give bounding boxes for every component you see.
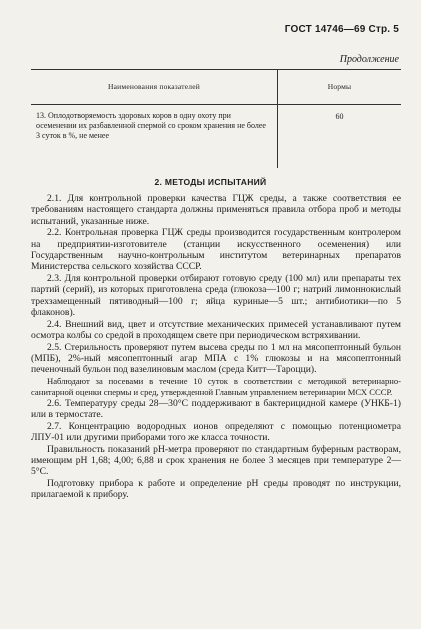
table-header-norms: Нормы [327,82,352,91]
norms-table [31,69,401,168]
table-header-divider [31,104,401,105]
paragraph-ph-check: Правильность показаний рН-метра проверяют по стандартным буферным растворам, имеющим рН 1,68; 4,00; 6,88 и срок хранения не более 3 месяцев при температуре 2—5°С. [31,443,401,478]
page-header: ГОСТ 14746—69 Стр. 5 [284,24,399,35]
table-row-norm-value: 60 [335,112,344,121]
paragraph-2-4: 2.4. Внешний вид, цвет и отсутствие механических примесей устанавливают путем осмотра колбы со средой в проходящем свете при периодическом встряхивании. [31,318,401,342]
paragraph-2-1: 2.1. Для контрольной проверки качества ГЦЖ среды, а также соответствия ее требованиям настоящего стандарта должны применяться правила отбора проб и методы испытаний, указанные ниже. [31,193,401,227]
paragraph-ph-prep: Подготовку прибора к работе и определение рН среды проводят по инструкции, прилагаемой к прибору. [31,478,401,501]
paragraph-2-6: 2.6. Температуру среды 28—30°С поддерживают в бактерицидной камере (УНКБ-1) или в термостате. [31,397,401,420]
section-title: 2. МЕТОДЫ ИСПЫТАНИЙ [154,177,267,187]
table-row-indicator: 13. Оплодотворяемость здоровых коров в одну охоту при осеменении их разбавленной спермой со сроком хранения не более 3 суток в %, не менее [36,111,266,140]
table-header-indicators: Наименования показателей [108,82,200,91]
section-body [31,193,401,501]
paragraph-2-3: 2.3. Для контрольной проверки отбирают готовую среду (100 мл) или препараты тех партий (серий), из которых приготовлена среда (глюкоза—100 г; натрий лимоннокислый трехзамещенный пятиводный—100 г; яйца куриные—5 шт.; антибиотики—по 5 флаконов). [31,273,401,318]
paragraph-2-2: 2.2. Контрольная проверка ГЦЖ среды производится государственным контролером на предприятии-изготовителе (станции искусственного осеменения) или Государственным научно-контрольным институтом ветеринарных препаратов Министерства сельского хозяйства СССР. [31,227,401,273]
paragraph-2-5: 2.5. Стерильность проверяют путем высева среды по 1 мл на мясопептонный бульон (МПБ), 2%-ный мясопептонный агар МПА с 1% глюкозы и на мясопептонный печеночный бульон под вазелиновым маслом (среда Китт—Тароцци). [31,341,401,376]
paragraph-2-7: 2.7. Концентрацию водородных ионов определяют с помощью потенциометра ЛПУ-01 или другими приборами того же класса точности. [31,420,401,443]
paragraph-observation: Наблюдают за посевами в течение 10 суток в соответствии с методикой ветеринарно-санитарной оценки спермы и сред, утвержденной Главным управлением ветеринарии МСХ СССР. [31,376,401,397]
continuation-label: Продолжение [339,54,399,65]
